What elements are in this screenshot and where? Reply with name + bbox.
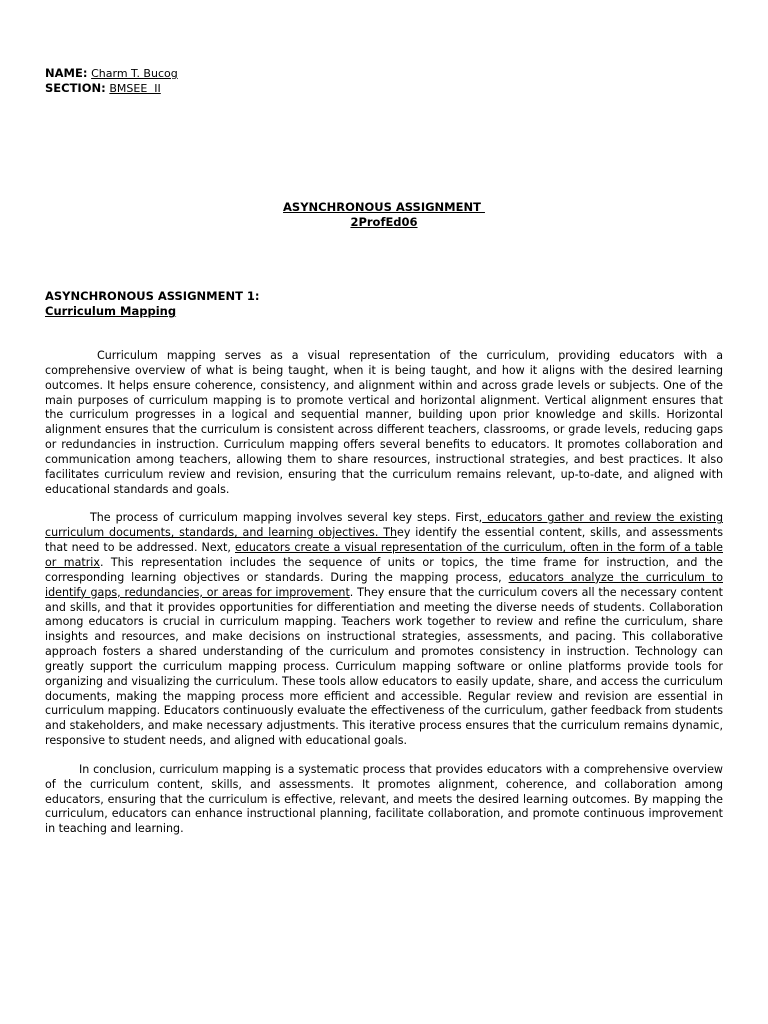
body-text	[45, 349, 723, 837]
name-value: Charm T. Bucog	[91, 67, 178, 80]
process-text-4: . They ensure that the curriculum covers all the necessary content and skills, and that it provides opportunities for differentiation and meeting the diverse needs of students. Collaboration among educators is crucial in curriculum mapping. Teachers work together to review and refine the curriculum, share insights and resources, and make decisions on instructional strategies, assessments, and pacing. This collaborative approach fosters a shared understanding of the curriculum and promotes consistency in instruction. Technology can greatly support the curriculum mapping process. Curriculum mapping software or online platforms provide tools for organizing and visualizing the curriculum. These tools allow educators to easily update, share, and access the curriculum documents, making the mapping process more efficient and accessible. Regular review and revision are essential in curriculum mapping. Educators continuously evaluate the effectiveness of the curriculum, gather feedback from students and stakeholders, and make necessary adjustments. This iterative process ensures that the curriculum remains dynamic, responsive to student needs, and aligned with educational goals.	[45, 585, 723, 748]
process-text-1: The process of curriculum mapping involves several key steps. First,	[90, 511, 483, 525]
process-text-3: . This representation includes the sequence of units or topics, the time frame for instruction, and the corresponding learning objectives or standards. During the mapping process,	[45, 555, 723, 584]
assignment-subtitle: Curriculum Mapping	[45, 304, 177, 318]
section-value: BMSEE II	[109, 82, 161, 95]
paragraph-process	[45, 511, 723, 749]
process-underline-2: educators create a visual representation of the curriculum, often in the form of a table or matrix	[45, 541, 723, 569]
paragraph-conclusion: In conclusion, curriculum mapping is a systematic process that provides educators with a comprehensive overview of the curriculum content, skills, and assessments. It promotes alignment, coherence, and collaboration among educators, ensuring that the curriculum is effective, relevant, and meets the desired learning outcomes. By mapping the curriculum, educators can enhance instructional planning, facilitate collaboration, and promote continuous improvement in teaching and learning.	[45, 762, 723, 836]
title-line-2: 2ProfEd06	[350, 215, 418, 229]
paragraph-intro: Curriculum mapping serves as a visual representation of the curriculum, providing educators with a comprehensive overview of what is being taught, when it is being taught, and how it aligns with the desired learning outcomes. It helps ensure coherence, consistency, and alignment within and across grade levels or subjects. One of the main purposes of curriculum mapping is to promote vertical and horizontal alignment. Vertical alignment ensures that the curriculum progresses in a logical and sequential manner, building upon prior knowledge and skills. Horizontal alignment ensures that the curriculum is consistent across different teachers, classrooms, or grade levels, reducing gaps or redundancies in instruction. Curriculum mapping offers several benefits to educators. It promotes collaboration and communication among teachers, allowing them to share resources, instructional strategies, and best practices. It also facilitates curriculum review and revision, ensuring that the curriculum remains relevant, up-to-date, and aligned with educational standards and goals.	[45, 349, 723, 496]
section-line	[45, 81, 178, 96]
process-underline-3: educators analyze the curriculum to identify gaps, redundancies, or areas for improvement	[45, 570, 723, 599]
process-text-2: ey identify the essential content, skills, and assessments that need to be addressed. Next,	[45, 526, 723, 555]
student-info	[45, 66, 178, 96]
name-line	[45, 66, 178, 81]
document-page	[45, 0, 723, 1024]
assignment-title: ASYNCHRONOUS ASSIGNMENT 1:	[45, 289, 260, 303]
assignment-heading	[45, 289, 260, 319]
title-line-1: ASYNCHRONOUS ASSIGNMENT	[283, 200, 485, 214]
name-label: NAME:	[45, 66, 88, 80]
document-title	[45, 200, 723, 230]
process-underline-1: educators gather and review the existing curriculum documents, standards, and learning objectives. Th	[45, 511, 723, 540]
section-label: SECTION:	[45, 81, 106, 95]
